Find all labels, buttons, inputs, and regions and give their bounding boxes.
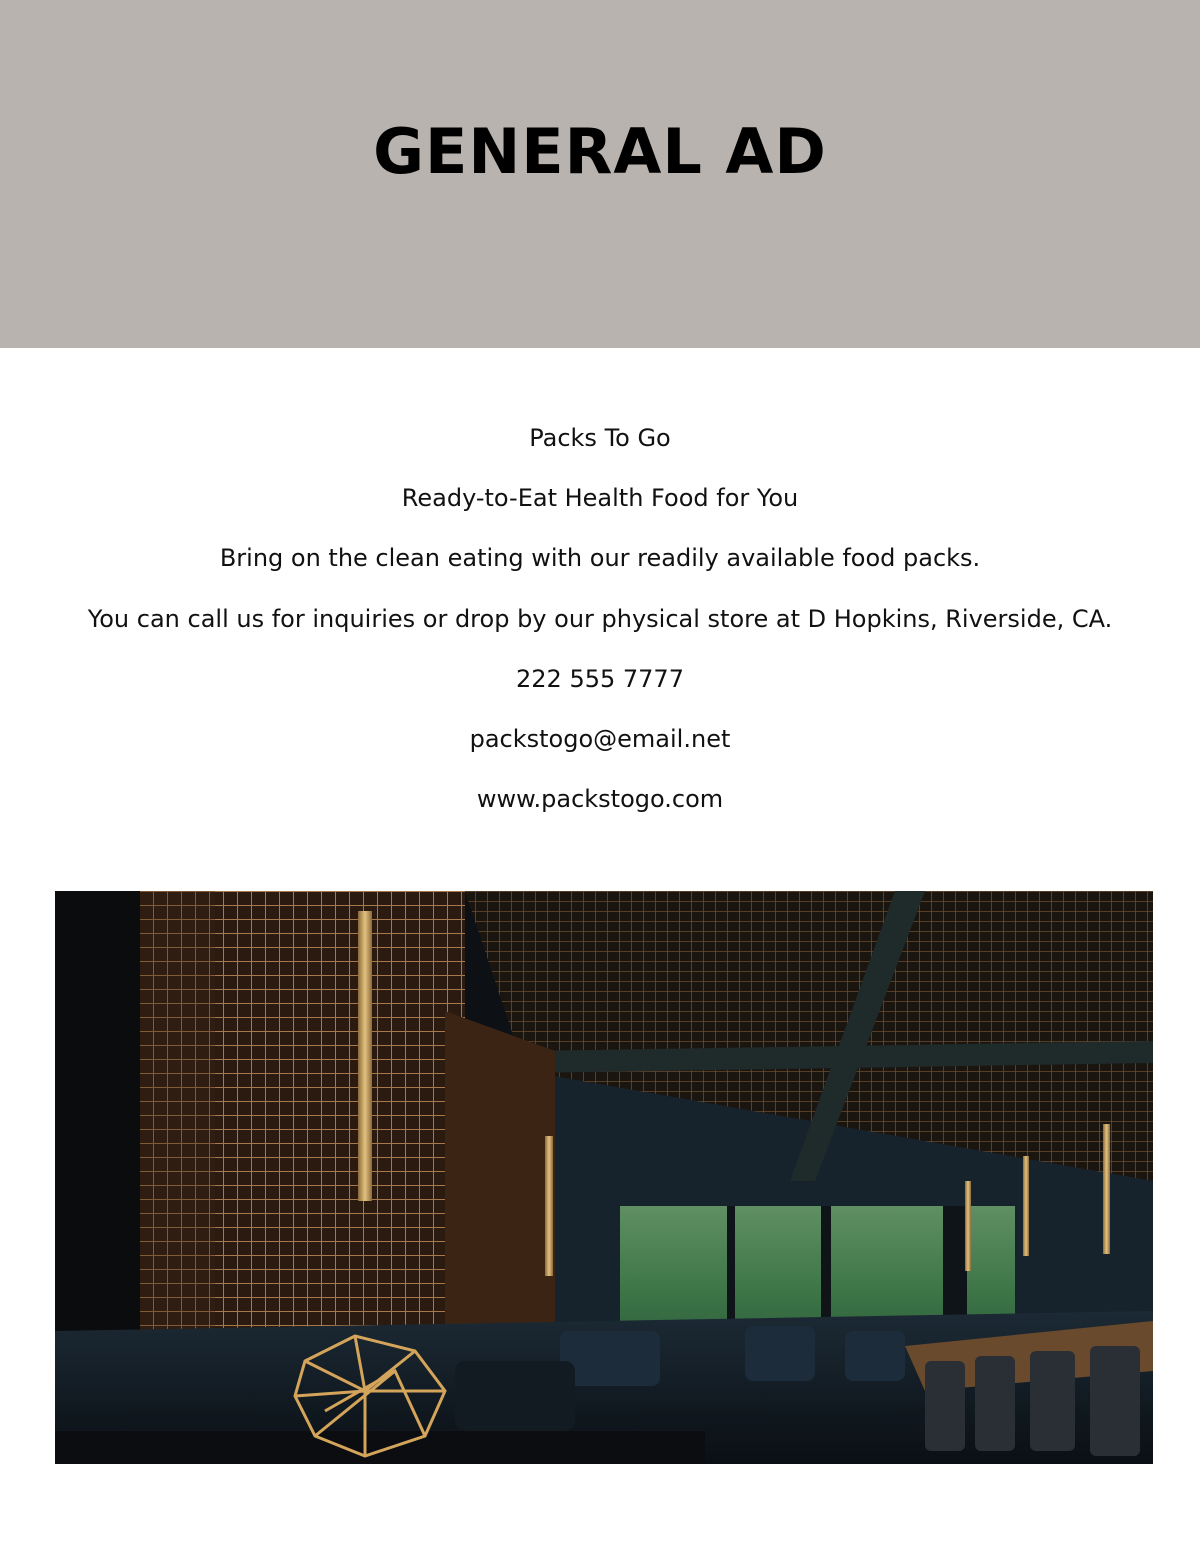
business-name: Packs To Go xyxy=(529,424,671,452)
email-address: packstogo@email.net xyxy=(469,724,731,753)
phone-number: 222 555 7777 xyxy=(516,664,684,693)
tagline: Ready-to-Eat Health Food for You xyxy=(401,484,799,513)
website-url: www.packstogo.com xyxy=(476,785,724,814)
description: Bring on the clean eating with our readily available food packs. xyxy=(219,544,981,573)
header-banner xyxy=(0,0,1200,348)
ad-copy xyxy=(0,420,1200,841)
location-info: You can call us for inquiries or drop by our physical store at D Hopkins, Riverside, CA. xyxy=(87,604,1113,633)
page-title: GENERAL AD xyxy=(373,115,827,188)
restaurant-photo xyxy=(55,891,1153,1464)
